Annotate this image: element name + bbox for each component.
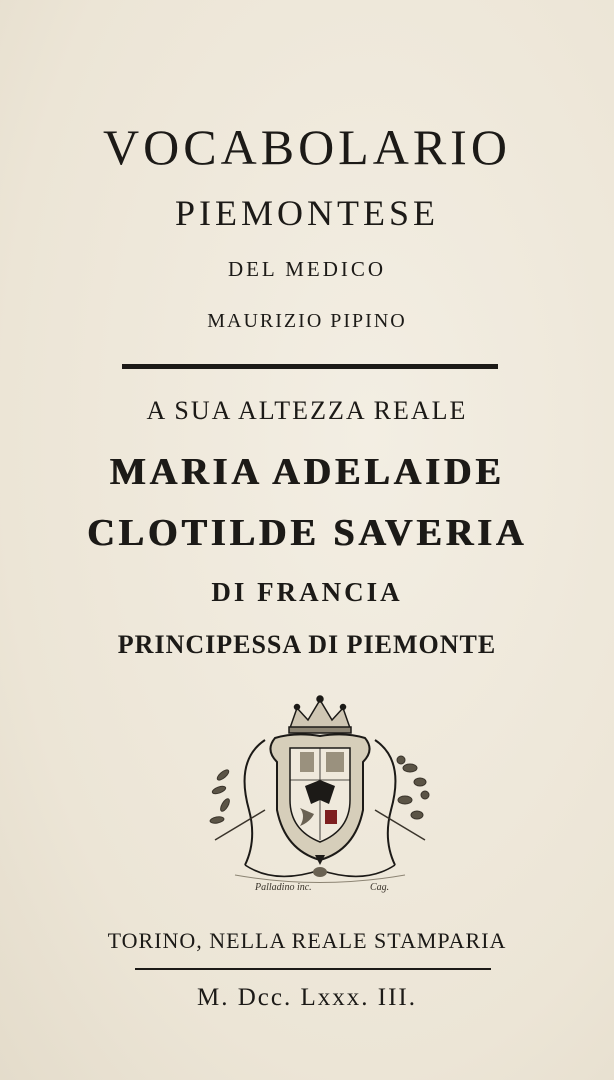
thin-rule bbox=[135, 968, 491, 970]
engraver-signature-left: Palladino inc. bbox=[255, 882, 312, 893]
dedicatee-title: PRINCIPESSA DI PIEMONTE bbox=[117, 630, 497, 659]
coat-of-arms-icon bbox=[205, 690, 435, 895]
author-name: MAURIZIO PIPINO bbox=[207, 310, 407, 332]
imprint: TORINO, NELLA REALE STAMPARIA bbox=[107, 928, 507, 953]
engraver-signature-right: Cag. bbox=[370, 882, 390, 893]
book-title: VOCABOLARIO bbox=[103, 119, 511, 175]
dedicatee-origin: DI FRANCIA bbox=[211, 577, 403, 607]
dedication-line: A SUA ALTEZZA REALE bbox=[146, 396, 468, 425]
dedicatee-name-2: CLOTILDE SAVERIA bbox=[86, 512, 528, 554]
author-prefix: DEL MEDICO bbox=[227, 257, 387, 281]
thick-rule bbox=[122, 364, 498, 369]
publication-date: M. Dcc. Lxxx. III. bbox=[197, 984, 417, 1011]
dedicatee-name-1: MARIA ADELAIDE bbox=[109, 451, 505, 493]
book-subtitle: PIEMONTESE bbox=[175, 193, 439, 233]
